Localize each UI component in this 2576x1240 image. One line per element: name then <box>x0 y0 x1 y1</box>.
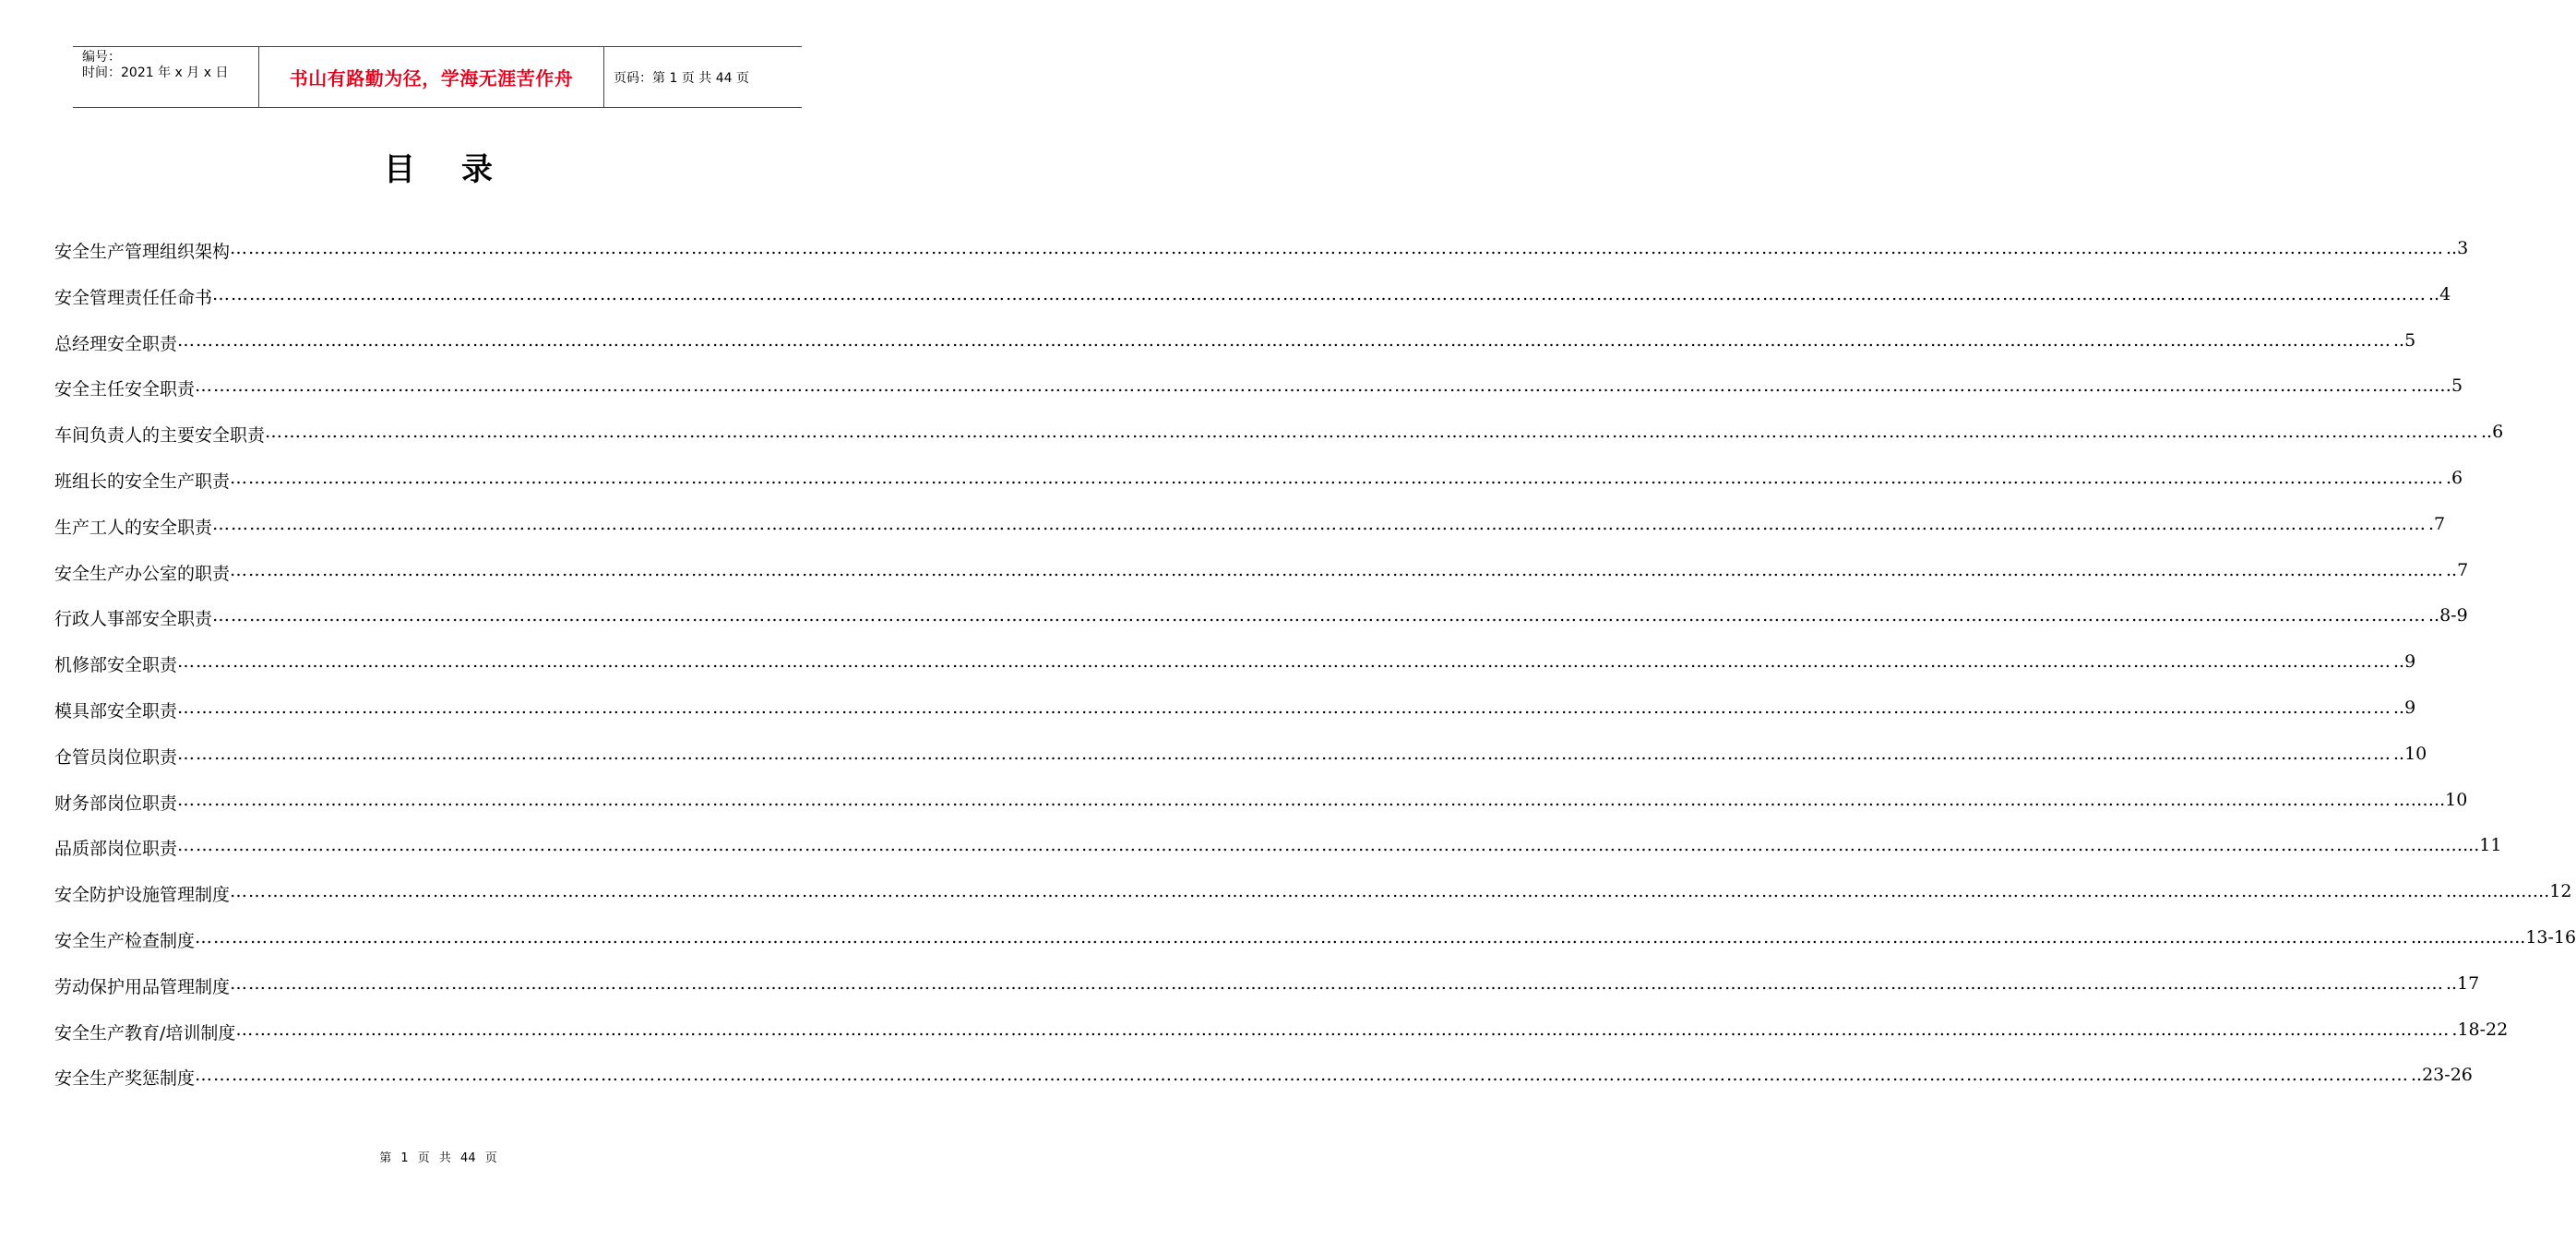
toc-entry[interactable] <box>54 467 2463 514</box>
toc-entry-page: ..9 <box>2393 651 2416 673</box>
toc-entry-page: .7 <box>2428 513 2446 534</box>
toc-entry-page: .……..10 <box>2393 789 2468 810</box>
toc-leader-dots: ……………………………………………………………………………………………………………………………………………………………………………………………………………………………………………………………………………………………………………………………… <box>195 376 2410 397</box>
toc-entry[interactable] <box>54 376 2463 422</box>
toc-entry[interactable] <box>54 605 2468 651</box>
toc-entry-label: 安全生产办公室的职责 <box>54 563 231 584</box>
toc-leader-dots: ……………………………………………………………………………………………………………………………………………………………………………………………………………………………………………………………………………………………………………………………… <box>230 238 2445 258</box>
toc-entry[interactable] <box>54 835 2502 881</box>
toc-entry-label: 安全生产教育/培训制度 <box>54 1022 236 1043</box>
toc-leader-dots: ……………………………………………………………………………………………………………………………………………………………………………………………………………………………………………………………………………………………………………………………… <box>230 881 2445 902</box>
toc-entry-label: 财务部岗位职责 <box>54 793 178 814</box>
toc-entry-page: ..6 <box>2481 422 2504 443</box>
toc-leader-dots: ……………………………………………………………………………………………………………………………………………………………………………………………………………………………………………………………………………………………………………………………… <box>230 972 2445 994</box>
toc-leader-dots: ……………………………………………………………………………………………………………………………………………………………………………………………………………………………………………………………………………………………………………………………… <box>212 283 2427 304</box>
toc-entry-label: 模具部安全职责 <box>54 700 178 721</box>
toc-entry-label: 安全防护设施管理制度 <box>54 885 231 906</box>
toc-leader-dots: ……………………………………………………………………………………………………………………………………………………………………………………………………………………………………………………………………………………………………………………………… <box>212 605 2427 626</box>
toc-leader-dots: ……………………………………………………………………………………………………………………………………………………………………………………………………………………………………………………………………………………………………………………………… <box>265 422 2480 443</box>
toc-leader-dots: ……………………………………………………………………………………………………………………………………………………………………………………………………………………………………………………………………………………………………………………………… <box>195 1065 2410 1086</box>
toc-entry[interactable] <box>54 743 2427 790</box>
toc-entry-label: 车间负责人的主要安全职责 <box>54 425 266 447</box>
page-header <box>73 46 802 108</box>
page-title: 目录 <box>384 151 539 188</box>
toc-leader-dots: ……………………………………………………………………………………………………………………………………………………………………………………………………………………………………………………………………………………………………………………………… <box>177 651 2392 673</box>
toc-entry-page: ..8-9 <box>2428 605 2468 626</box>
toc-entry-label: 机修部安全职责 <box>54 655 178 676</box>
toc-entry[interactable] <box>54 972 2480 1019</box>
toc-entry[interactable] <box>54 926 2576 973</box>
table-of-contents <box>54 238 2576 1111</box>
toc-entry-label: 品质部岗位职责 <box>54 839 178 860</box>
toc-leader-dots: ……………………………………………………………………………………………………………………………………………………………………………………………………………………………………………………………………………………………………………………………… <box>177 743 2392 764</box>
toc-entry[interactable] <box>54 697 2416 744</box>
toc-leader-dots: ……………………………………………………………………………………………………………………………………………………………………………………………………………………………………………………………………………………………………………………………… <box>177 329 2392 351</box>
toc-entry[interactable] <box>54 789 2468 836</box>
toc-leader-dots: ……………………………………………………………………………………………………………………………………………………………………………………………………………………………………………………………………………………………………………………………… <box>177 835 2392 856</box>
header-motto: 书山有路勤为径，学海无涯苦作舟 <box>289 67 574 89</box>
toc-entry-page: .……..…...11 <box>2393 835 2502 856</box>
toc-entry[interactable] <box>54 881 2572 927</box>
toc-entry-label: 安全生产检查制度 <box>54 930 196 951</box>
toc-leader-dots: ……………………………………………………………………………………………………………………………………………………………………………………………………………………………………………………………………………………………………………………………… <box>235 1019 2451 1040</box>
header-motto-cell <box>258 47 604 107</box>
toc-entry-page: .18-22 <box>2451 1019 2509 1040</box>
toc-entry[interactable] <box>54 329 2416 376</box>
toc-entry[interactable] <box>54 559 2469 606</box>
toc-entry-page: ..4 <box>2428 283 2451 304</box>
toc-entry-label: 行政人事部安全职责 <box>54 609 213 630</box>
toc-entry-label: 安全生产奖惩制度 <box>54 1068 196 1090</box>
toc-entry[interactable] <box>54 651 2416 698</box>
toc-entry-label: 生产工人的安全职责 <box>54 517 213 538</box>
doc-number-label: 编号： <box>82 50 121 65</box>
toc-entry-page: .………...…..12 <box>2446 881 2572 902</box>
header-page-info-cell <box>604 47 802 107</box>
toc-entry-label: 总经理安全职责 <box>54 333 178 354</box>
toc-entry-page: ..5 <box>2393 329 2416 351</box>
toc-entry[interactable] <box>54 238 2469 284</box>
toc-entry-page: ..…....………..13-16 <box>2411 926 2576 948</box>
toc-entry-page: ..3 <box>2446 238 2469 258</box>
header-page-info: 页码：第 1 页 共 44 页 <box>614 70 749 86</box>
toc-leader-dots: ……………………………………………………………………………………………………………………………………………………………………………………………………………………………………………………………………………………………………………………………… <box>177 697 2392 718</box>
toc-leader-dots: ……………………………………………………………………………………………………………………………………………………………………………………………………………………………………………………………………………………………………………………………… <box>195 926 2410 948</box>
toc-entry-label: 安全生产管理组织架构 <box>54 242 231 262</box>
toc-leader-dots: ……………………………………………………………………………………………………………………………………………………………………………………………………………………………………………………………………………………………………………………………… <box>212 513 2427 534</box>
page-footer: 第 1 页 共 44 页 <box>379 1151 497 1165</box>
toc-entry-page: .……5 <box>2411 376 2463 397</box>
toc-entry-label: 班组长的安全生产职责 <box>54 471 231 492</box>
toc-entry[interactable] <box>54 283 2451 330</box>
toc-entry[interactable] <box>54 1065 2473 1111</box>
doc-time-label: 时间：2021 年 x 月 x 日 <box>82 66 229 80</box>
toc-leader-dots: ……………………………………………………………………………………………………………………………………………………………………………………………………………………………………………………………………………………………………………………………… <box>177 789 2392 810</box>
toc-leader-dots: ……………………………………………………………………………………………………………………………………………………………………………………………………………………………………………………………………………………………………………………………… <box>230 467 2445 488</box>
toc-entry-label: 劳动保护用品管理制度 <box>54 976 231 997</box>
toc-entry-page: ..17 <box>2446 972 2480 994</box>
toc-entry[interactable] <box>54 1019 2509 1066</box>
toc-entry[interactable] <box>54 513 2446 560</box>
toc-entry-page: ..10 <box>2393 743 2427 764</box>
toc-leader-dots: ……………………………………………………………………………………………………………………………………………………………………………………………………………………………………………………………………………………………………………………………… <box>230 559 2445 580</box>
header-meta <box>73 47 258 107</box>
toc-entry-label: 安全管理责任任命书 <box>54 287 213 308</box>
toc-entry[interactable] <box>54 422 2504 468</box>
toc-entry-page: ..7 <box>2446 559 2469 580</box>
toc-entry-label: 安全主任安全职责 <box>54 379 196 400</box>
toc-entry-label: 仓管员岗位职责 <box>54 746 178 768</box>
toc-entry-page: ..23-26 <box>2411 1065 2473 1086</box>
toc-entry-page: ..9 <box>2393 697 2416 718</box>
toc-entry-page: .6 <box>2446 467 2463 488</box>
